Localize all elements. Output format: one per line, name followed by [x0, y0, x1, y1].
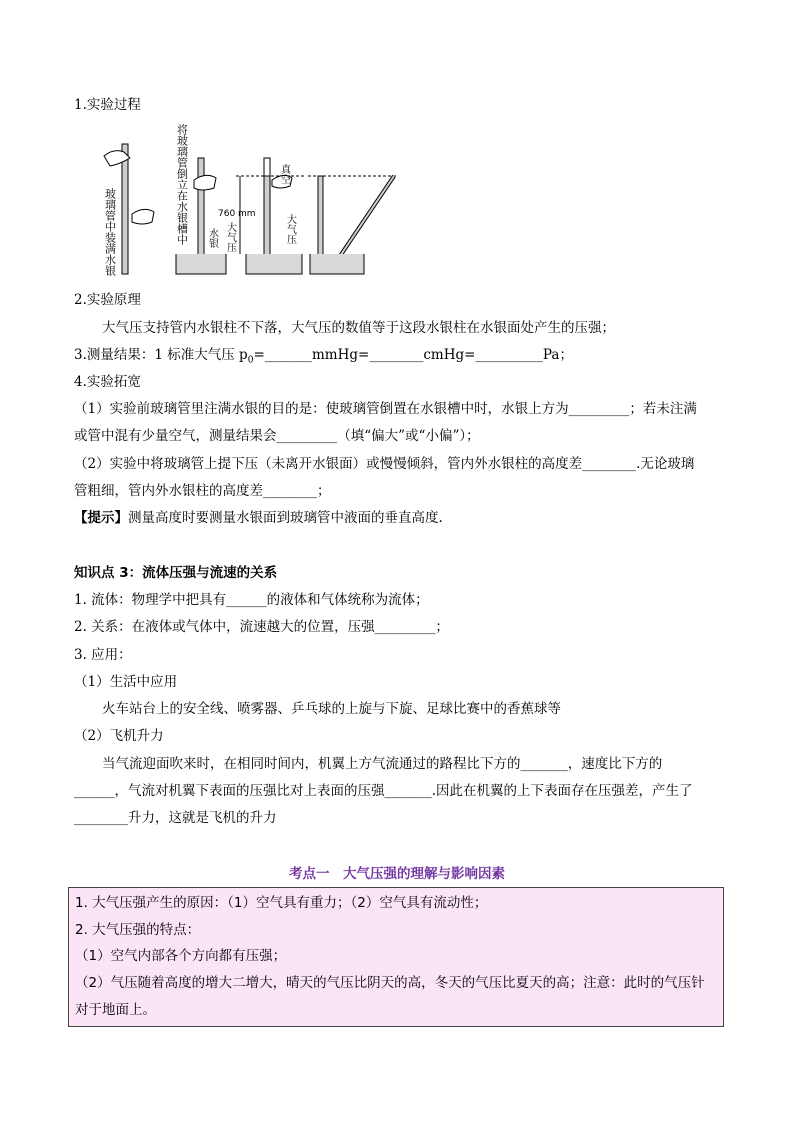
sec3-rest: =_______mmHg=________cmHg=__________Pa；	[253, 347, 573, 363]
panel-tilted	[308, 176, 396, 274]
label-atm-2: 大气压	[284, 214, 296, 244]
kp3-item-3-2-c: ________升力，这就是飞机的升力	[74, 810, 277, 826]
label-atm-1: 大气压	[224, 222, 236, 252]
box-line-3: （1）空气内部各个方向都有压强；	[75, 948, 287, 964]
hint-text: 测量高度时要测量水银面到玻璃管中液面的垂直高度.	[128, 510, 443, 526]
trough	[246, 254, 302, 274]
kp3-item-3-2: （2）飞机升力	[74, 728, 164, 744]
hand-icon	[132, 209, 154, 224]
kp3-item-3-2-b: ______，气流对机翼下表面的压强比对上表面的压强_______.因此在机翼的上下表面存在压强差，产生了	[74, 783, 693, 799]
section-2-text: 大气压支持管内水银柱不下落，大气压的数值等于这段水银柱在水银面处产生的压强；	[102, 320, 615, 336]
kp3-item-3: 3. 应用：	[74, 647, 132, 663]
trough	[176, 254, 226, 274]
trough	[310, 254, 364, 274]
label-mercury: 水银	[206, 228, 218, 248]
box-line-4: （2）气压随着高度的增大二增大，晴天的气压比阴天的高，冬天的气压比夏天的高；注意：此时的气压针	[75, 975, 705, 991]
hint-label: 【提示】	[74, 510, 128, 526]
label-fill-tube: 玻璃管中装满水银	[103, 188, 117, 276]
box-line-1: 1. 大气压强产生的原因：（1）空气具有重力；（2）空气具有流动性；	[75, 895, 488, 911]
sec3-sub: 0	[247, 355, 254, 366]
kp3-item-3-2-a: 当气流迎面吹来时，在相同时间内，机翼上方气流通过的路程比下方的_______，速度比下方的	[102, 756, 663, 772]
section-4-title: 4.实验拓宽	[74, 374, 141, 390]
panel-fill-tube	[104, 144, 155, 277]
kp3-item-1: 1. 流体：物理学中把具有______的液体和气体统称为流体；	[74, 592, 429, 608]
summary-box	[68, 887, 724, 1027]
hint	[74, 509, 443, 527]
section-2-title: 2.实验原理	[74, 292, 141, 308]
topic-title: 考点一 大气压强的理解与影响因素	[289, 866, 505, 882]
kp3-item-3-1: （1）生活中应用	[74, 674, 178, 690]
section-4-p1b: 或管中混有少量空气，测量结果会_________（填“偏大”或“小偏”）；	[74, 428, 480, 444]
hand-icon	[194, 175, 216, 190]
panel-invert	[176, 123, 256, 274]
section-3-text	[74, 346, 573, 370]
box-line-2: 2. 大气压强的特点：	[75, 922, 201, 938]
torricelli-experiment-figure	[96, 118, 406, 278]
section-4-p2b: 管粗细，管内外水银柱的高度差________；	[74, 483, 331, 499]
section-4-p2a: （2）实验中将玻璃管上提下压（未离开水银面）或慢慢倾斜，管内外水银柱的高度差________.无论玻璃	[74, 456, 695, 472]
label-invert: 将玻璃管倒立在水银槽中	[175, 124, 189, 245]
label-760: 760 mm	[218, 209, 256, 219]
section-4-p1a: （1）实验前玻璃管里注满水银的目的是：使玻璃管倒置在水银槽中时，水银上方为_________；若未注满	[74, 401, 697, 417]
box-line-5: 对于地面上。	[75, 1002, 156, 1018]
kp3-item-2: 2. 关系：在液体或气体中，流速越大的位置，压强_________；	[74, 619, 449, 635]
kp3-item-3-1-text: 火车站台上的安全线、喷雾器、乒乓球的上旋与下旋、足球比赛中的香蕉球等	[102, 701, 561, 717]
section-1-title: 1.实验过程	[74, 97, 141, 113]
sec3-text: 3.测量结果：1 标准大气压 p	[74, 347, 248, 363]
kp3-title: 知识点 3：流体压强与流速的关系	[74, 565, 278, 581]
label-vacuum: 真空	[278, 164, 290, 184]
